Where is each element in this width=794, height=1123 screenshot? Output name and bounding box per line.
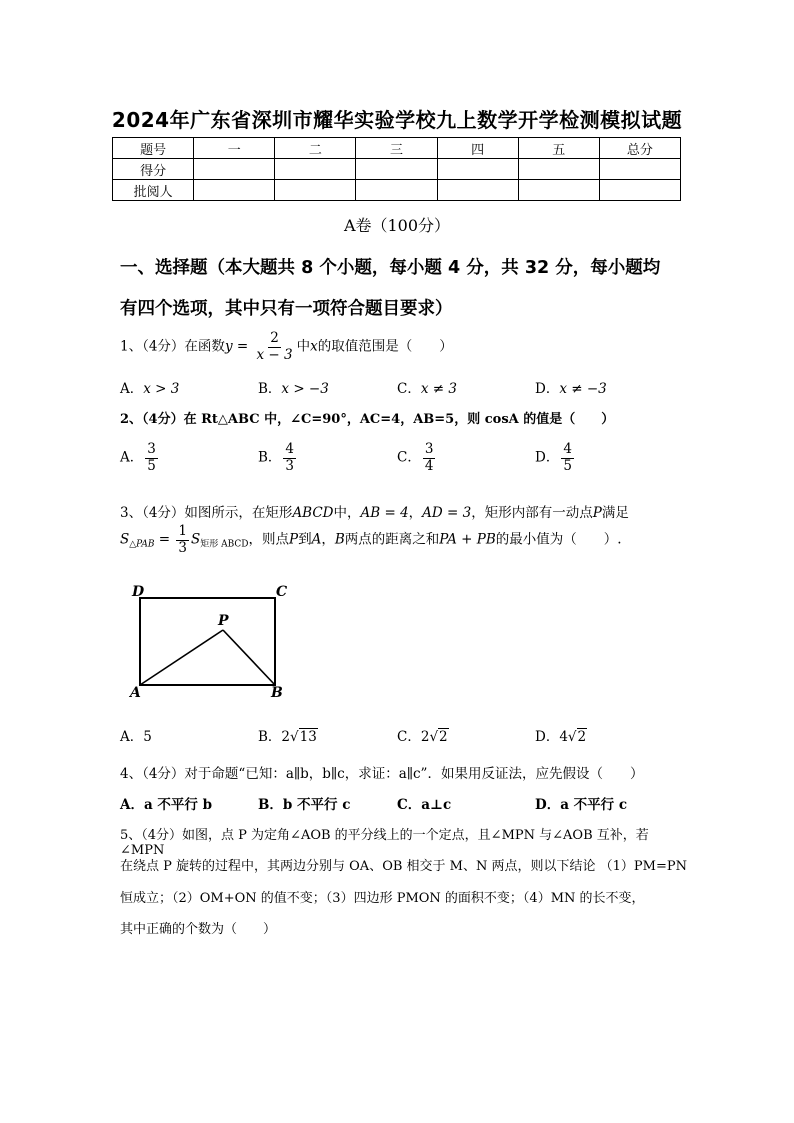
q3-text: 满足 [601, 505, 629, 521]
option-text: x > 3 [143, 381, 180, 397]
option-label: A． [120, 449, 144, 466]
q3-p: P [592, 505, 602, 521]
option-label: D． [535, 381, 560, 397]
q3-a: A [311, 531, 322, 548]
label-a: A [130, 685, 141, 701]
q3-option-a [120, 725, 152, 745]
q3-p: P [289, 531, 299, 548]
q2-option-b [258, 443, 298, 473]
q4-option-c [397, 793, 451, 813]
fraction-numerator: 4 [285, 441, 295, 457]
option-label: B． [258, 381, 282, 397]
fraction-denominator: 5 [147, 457, 156, 474]
q3-text: 两点的距离之和 [344, 531, 440, 548]
q3-s-sub: 矩形 ABCD [200, 539, 249, 550]
q1-fraction [254, 332, 294, 362]
q3-s-sub: △PAB [129, 539, 155, 550]
fraction-numerator: 4 [563, 441, 572, 457]
q3-papb: PA + PB [439, 531, 496, 548]
score-table [112, 137, 681, 201]
fraction-numerator: 1 [178, 523, 188, 539]
score-cell [356, 180, 437, 201]
part-one-heading-line1: 一、选择题（本大题共 8 个小题，每小题 4 分，共 32 分，每小题均 [120, 258, 661, 278]
option-radicand: 13 [299, 729, 317, 745]
q3-text: 到 [298, 531, 312, 548]
q3-text: ，则点 [248, 531, 290, 548]
q3-ad: AD = 3 [422, 505, 472, 521]
score-header-cell: 四 [437, 138, 518, 159]
q1-numerator: 2 [270, 330, 279, 346]
score-header-cell: 题号 [113, 138, 194, 159]
score-cell [599, 159, 680, 180]
score-header-cell: 总分 [599, 138, 680, 159]
question-5-line4: 其中正确的个数为（ ） [120, 922, 277, 937]
fraction-denominator: 5 [563, 457, 572, 474]
option-text: x ≠ −3 [559, 381, 607, 397]
segment-pb [223, 630, 275, 685]
q1-eq: = [232, 338, 253, 355]
option-label: B． [258, 797, 283, 813]
q3-fraction [176, 525, 189, 555]
score-cell [518, 159, 599, 180]
fraction-denominator: 4 [424, 457, 434, 474]
q1-option-d [535, 377, 607, 397]
option-fraction [561, 443, 574, 473]
score-cell [599, 180, 680, 201]
q2-option-d [535, 443, 576, 473]
q1-option-a [120, 377, 179, 397]
option-label: C． [397, 381, 421, 397]
q3-text: 的最小值为（ ）. [495, 531, 622, 548]
option-fraction [145, 443, 158, 473]
segment-pa [140, 630, 223, 685]
q2-option-c [397, 443, 437, 473]
q4-option-a [120, 793, 212, 813]
option-label: A． [120, 729, 144, 745]
option-label: B． [258, 729, 282, 745]
option-label: D． [535, 797, 561, 813]
option-value: 5 [143, 729, 152, 745]
option-text: a 不平行 b [143, 797, 213, 813]
score-cell [437, 180, 518, 201]
score-cell [356, 159, 437, 180]
q3-option-b: B．2√13 [258, 729, 317, 745]
q1-suffix-a: 中 [296, 338, 311, 355]
option-text: a 不平行 c [560, 797, 628, 813]
option-fraction [283, 443, 296, 473]
score-header-cell: 二 [275, 138, 356, 159]
section-a-title: A卷（100分） [343, 216, 451, 235]
label-b: B [271, 685, 283, 701]
q3-s: S [191, 531, 201, 548]
q3-text: ， [408, 505, 423, 521]
part-one-heading-line2: 有四个选项，其中只有一项符合题目要求） [120, 299, 453, 319]
q3-text: 中， [333, 505, 361, 521]
q1-y: y [224, 338, 233, 355]
q4-option-d [535, 793, 627, 813]
question-3-line1 [120, 501, 680, 521]
fraction-numerator: 3 [147, 441, 156, 457]
score-header-cell: 五 [518, 138, 599, 159]
score-cell [437, 159, 518, 180]
q1-option-c [397, 377, 457, 397]
option-label: C． [397, 729, 421, 745]
option-fraction [423, 443, 436, 473]
q1-prefix: 1、（4分）在函数 [120, 338, 225, 355]
q2-option-a [120, 443, 160, 473]
exam-title: 2024年广东省深圳市耀华实验学校九上数学开学检测模拟试题 [111, 108, 683, 132]
fraction-denominator: 3 [285, 457, 295, 474]
q3-option-d: D．4√2 [535, 729, 587, 745]
option-label: D． [535, 729, 560, 745]
q1-option-b [258, 377, 329, 397]
option-text: a⊥c [421, 797, 452, 813]
score-cell [194, 180, 275, 201]
option-label: C． [397, 797, 422, 813]
score-header-cell: 一 [194, 138, 275, 159]
score-row [113, 159, 681, 180]
question-2: 2、（4分）在 Rt△ABC 中，∠C=90°，AC=4，AB=5，则 cosA 的值是（ ） [120, 412, 615, 427]
q3-option-c: C．2√2 [397, 729, 448, 745]
label-d: D [132, 584, 145, 600]
q3-b: B [334, 531, 345, 548]
score-table-header-row [113, 138, 681, 159]
fraction-denominator: 3 [178, 539, 188, 556]
option-label: C． [397, 449, 421, 466]
option-label: A． [120, 797, 144, 813]
label-p: P [218, 613, 229, 629]
option-coefficient: 2 [420, 729, 430, 745]
fraction-numerator: 3 [424, 441, 434, 457]
option-label: D． [535, 449, 560, 466]
q3-text: 3、（4分）如图所示，在矩形 [120, 505, 293, 521]
q1-denominator: x − 3 [256, 346, 293, 363]
question-5-line1: 5、（4分）如图，点 P 为定角∠AOB 的平分线上的一个定点，且∠MPN 与∠AOB 互补，若∠MPN [120, 828, 649, 858]
score-cell [275, 180, 356, 201]
q4-option-b [258, 793, 350, 813]
option-coefficient: 2 [281, 729, 291, 745]
option-text: b 不平行 c [282, 797, 351, 813]
grader-row-label: 批阅人 [113, 180, 194, 201]
question-5-line3: 恒成立；（2）OM+ON 的值不变；（3）四边形 PMON 的面积不变；（4）MN 的长不变， [120, 891, 645, 906]
score-row-label: 得分 [113, 159, 194, 180]
q3-ab: AB = 4 [360, 505, 409, 521]
option-label: B． [258, 449, 282, 466]
q3-s: S [120, 531, 130, 548]
grader-row [113, 180, 681, 201]
option-label: A． [120, 381, 144, 397]
label-c: C [276, 584, 288, 600]
option-text: x ≠ 3 [420, 381, 457, 397]
option-text: x > −3 [281, 381, 329, 397]
q1-suffix-b: 的取值范围是（ ） [317, 338, 453, 355]
question-4: 4、（4分）对于命题“已知：a∥b，b∥c，求证：a∥c”．如果用反证法，应先假设（ ） [120, 766, 644, 782]
score-cell [194, 159, 275, 180]
rectangle-figure [120, 578, 300, 703]
score-cell [518, 180, 599, 201]
question-5-line2: 在绕点 P 旋转的过程中，其两边分别与 OA、OB 相交于 M、N 两点，则以下结论 （1）PM=PN [120, 859, 687, 874]
option-radicand: 2 [577, 729, 587, 745]
question-3-line2 [120, 525, 680, 555]
q3-eq: = [154, 531, 175, 548]
q1-var: x [310, 338, 318, 355]
option-coefficient: 4 [559, 729, 568, 745]
score-cell [275, 159, 356, 180]
score-header-cell: 三 [356, 138, 437, 159]
q3-abcd: ABCD [292, 505, 334, 521]
q3-text: ，矩形内部有一动点 [471, 505, 593, 521]
option-radicand: 2 [439, 729, 448, 745]
q3-text: ， [321, 531, 335, 548]
question-1 [120, 332, 680, 362]
